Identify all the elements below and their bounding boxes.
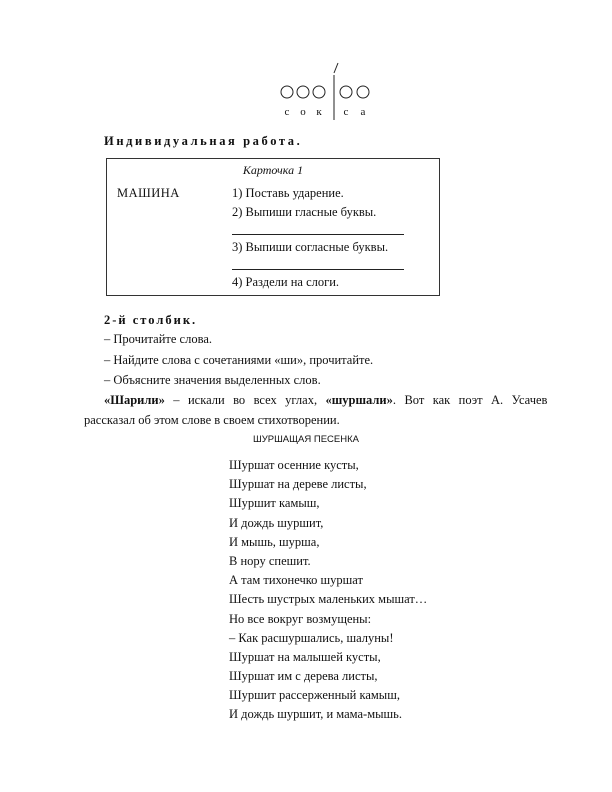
poem-line: Шуршат на малышей кусты, xyxy=(229,649,381,664)
poem-line: Шуршит камыш, xyxy=(229,496,320,511)
scheme-letter: с xyxy=(343,106,349,118)
sound-circle xyxy=(313,86,325,98)
card-title: Карточка 1 xyxy=(242,163,304,177)
card-task: 2) Выпиши гласные буквы. xyxy=(232,205,377,219)
card-task: 3) Выпиши согласные буквы. xyxy=(232,240,389,254)
scheme-letter: с xyxy=(284,106,290,118)
scheme-letter: о xyxy=(300,106,306,118)
sound-circle xyxy=(281,86,293,98)
scheme-letter: а xyxy=(360,106,366,118)
poem-line: А там тихонечко шуршат xyxy=(229,573,363,588)
sound-circle xyxy=(340,86,352,98)
poem-title: ШУРШАЩАЯ ПЕСЕНКА xyxy=(253,434,359,445)
instruction-line: – Объясните значения выделенных слов. xyxy=(104,373,321,387)
poem-line: Но все вокруг возмущены: xyxy=(229,611,372,626)
individual-work-heading: Индивидуальная работа. xyxy=(104,134,303,148)
card-task: 1) Поставь ударение. xyxy=(232,186,344,200)
bold-word: «Шарили» xyxy=(104,393,165,407)
paragraph-line-1 xyxy=(104,393,570,408)
task-card xyxy=(106,158,440,296)
sound-circle xyxy=(357,86,369,98)
poem xyxy=(229,456,427,725)
stress-mark xyxy=(334,63,338,73)
sound-circle xyxy=(297,86,309,98)
poem-line: И дождь шуршит, и мама-мышь. xyxy=(229,707,402,722)
card-word: МАШИНА xyxy=(117,186,180,200)
poem-line: Шесть шустрых маленьких мышат… xyxy=(229,592,428,607)
instruction-line: – Прочитайте слова. xyxy=(104,332,212,346)
column2-heading: 2-й столбик. xyxy=(104,313,198,327)
answer-line xyxy=(232,234,404,235)
word-scheme xyxy=(272,60,382,126)
poem-line: Шуршат им с дерева листы, xyxy=(229,669,378,684)
poem-line: И дождь шуршит, xyxy=(229,515,324,530)
poem-line: В нору спешит. xyxy=(229,553,311,568)
poem-line: И мышь, шурша, xyxy=(229,534,320,549)
poem-line: Шуршат на дереве листы, xyxy=(229,477,367,492)
card-task: 4) Раздели на слоги. xyxy=(232,275,340,289)
paragraph-text: – искали во всех углах, xyxy=(164,393,326,407)
instruction-line: – Найдите слова с сочетаниями «ши», прочитайте. xyxy=(104,353,374,367)
poem-line: – Как расшуршались, шалуны! xyxy=(229,630,394,645)
poem-line: Шуршит рассерженный камыш, xyxy=(229,688,400,703)
poem-line: Шуршат осенние кусты, xyxy=(229,458,359,472)
paragraph-line-2: рассказал об этом слове в своем стихотворении. xyxy=(84,413,340,427)
scheme-letter: к xyxy=(316,106,322,118)
answer-line xyxy=(232,269,404,270)
paragraph-text: . Вот как поэт А. Усачев xyxy=(392,393,548,407)
bold-word: «шуршали» xyxy=(325,393,393,407)
